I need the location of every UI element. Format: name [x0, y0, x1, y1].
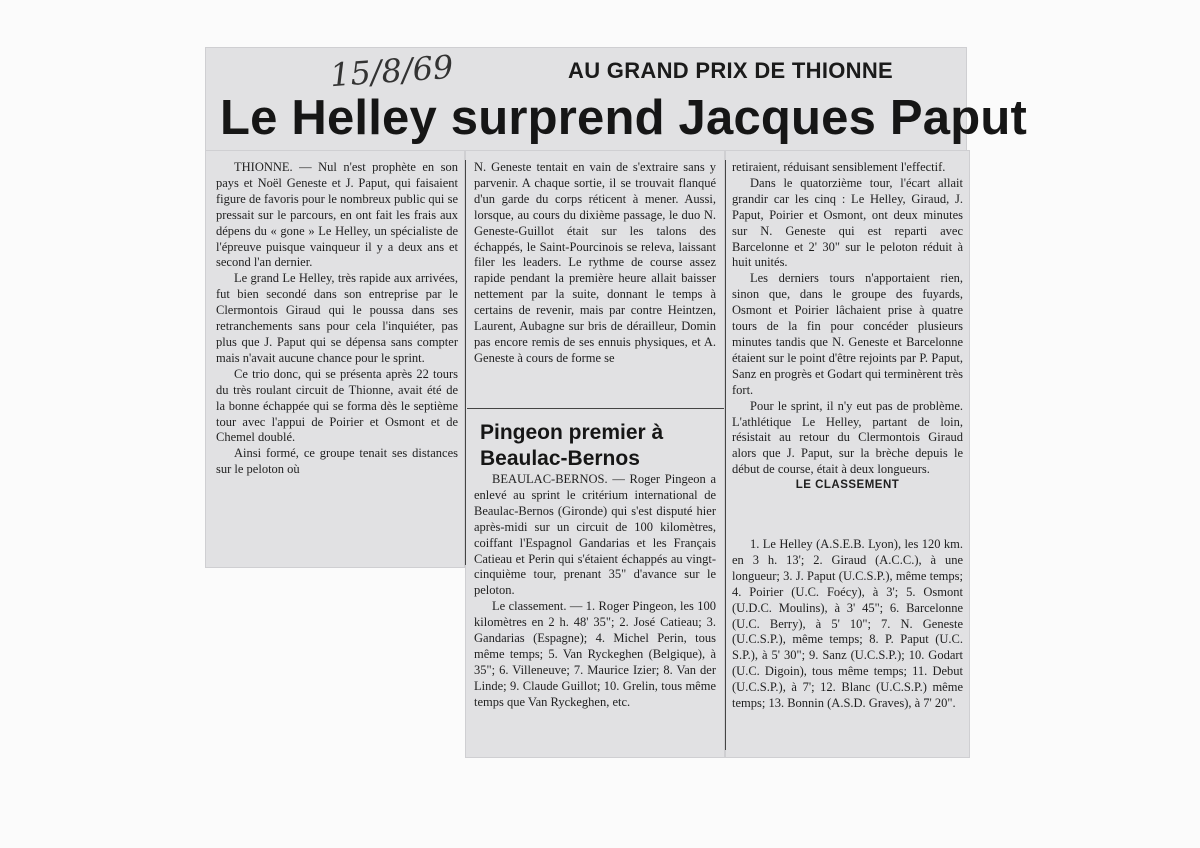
article-column-3	[732, 160, 963, 494]
article-column-2	[474, 160, 716, 367]
article-column-1	[216, 160, 458, 478]
paragraph: 1. Le Helley (A.S.E.B. Lyon), les 120 km. en 3 h. 13'; 2. Giraud (A.C.C.), à une longueur; 3. J. Paput (U.C.S.P.), même temps; 4. Poirier (U.C. Foécy), à 3'; 5. Osmont (U.D.C. Moulins), à 3' 45"; 6. Barcelonne (U.C. Berry), à 5' 10"; 7. N. Geneste (U.C.S.P.), même temps; 8. P. Paput (U.C. S.P.), à 5' 30"; 9. Sanz (U.C.S.P.); 10. Godart (U.C. Digoin), tous même temps; 11. Debut (U.C.S.P.), à 7'; 12. Blanc (U.C.S.P.) même temps; 13. Bonnin (A.S.D. Graves), à 7' 20".	[732, 537, 963, 711]
subarticle-headline: Pingeon premier à Beaulac-Bernos	[480, 421, 664, 470]
kicker-heading: AU GRAND PRIX DE THIONNE	[568, 58, 893, 83]
paragraph: Le classement. — 1. Roger Pingeon, les 100 kilomètres en 2 h. 48' 35"; 2. José Catieau; 3. Gandarias (Espagne); 4. Michel Perin, tous même temps; 5. Van Ryckeghen (Belgique), à 35"; 6. Villeneuve; 7. Maurice Izier; 8. Van der Linde; 9. Claude Guillot; 10. Grelin, tous même temps que Van Ryckeghen, etc.	[474, 599, 716, 709]
paragraph: Le grand Le Helley, très rapide aux arrivées, fut bien secondé dans son entreprise par le Clermontois Giraud qui le poussa dans ses retranchements sans pour cela l'inquiéter, pas plus que J. Paput qui se dépensa sans compter mais n'avait aucune chance pour le sprint.	[216, 271, 458, 365]
column-rule-left	[465, 160, 466, 565]
subarticle-column	[474, 472, 716, 711]
classement-results	[732, 537, 963, 712]
paragraph: Ce trio donc, qui se présenta après 22 tours du très roulant circuit de Thionne, avait été de la bonne échappée qui se forma dès le septième tour avec l'appui de Poirier et Osmont et de Chemel doublé.	[216, 366, 458, 445]
paragraph: THIONNE. — Nul n'est prophète en son pays et Noël Geneste et J. Paput, qui faisaient figure de favoris pour le nombreux public qui se pressait sur le parcours, en ont fait les frais aux dépens du « gone » Le Helley, un spécialiste de l'épreuve puisque vainqueur il y a deux ans et second l'an dernier.	[216, 160, 458, 270]
classement-heading: LE CLASSEMENT	[795, 479, 900, 492]
paragraph: Dans le quatorzième tour, l'écart allait grandir car les cinq : Le Helley, Giraud, J. Paput, Poirier et Osmont, ont deux minutes sur N. Geneste qui est reparti avec Barcelonne et 2' 30" sur le peloton réduit à huit unités.	[732, 175, 963, 270]
paragraph: BEAULAC-BERNOS. — Roger Pingeon a enlevé au sprint le critérium international de Beaulac-Bernos (Gironde) qui s'est disputé hier après-midi sur un circuit de 100 kilomètres, coiffant l'Espagnol Gandarias et les Français Catieau et Perin qui s'étaient échappés au vingt-cinquième tour, prenant 35" d'avance sur le peloton.	[474, 472, 716, 598]
subarticle-rule	[467, 408, 724, 409]
paragraph: retiraient, réduisant sensiblement l'effectif.	[732, 160, 946, 174]
paragraph: Ainsi formé, ce groupe tenait ses distances sur le peloton où	[216, 446, 458, 477]
paragraph: N. Geneste tentait en vain de s'extraire sans y parvenir. A chaque sortie, il se trouvait flanqué d'un garde du corps réticent à mener. Aussi, lorsque, au cours du dixième passage, le duo N. Geneste-Guillot était sur les talons des échappés, le Saint-Pourcinois se releva, laissant filer les leaders. Le rythme de course assez rapide pendant la première heure allait baisser nettement par la suite, donnant le temps à certains de revenir, mais par contre Heintzen, Laurent, Aubagne sur bris de dérailleur, Domin pas encore remis de ses ennuis physiques, et A. Geneste à cours de forme se	[474, 160, 716, 365]
paragraph: Pour le sprint, il n'y eut pas de problème. L'athlétique Le Helley, partant de loin, résistait au retour du Clermontois Giraud alors que J. Paput, sur la brèche depuis le début de course, était à deux longueurs.	[732, 398, 963, 477]
handwritten-date: 15/8/69	[328, 47, 455, 95]
column-rule-right	[725, 160, 726, 750]
article-headline: Le Helley surprend Jacques Paput	[220, 91, 1028, 145]
paragraph: Les derniers tours n'apportaient rien, sinon que, dans le groupe des fuyards, Osmont et Poirier lâchaient prise à quatre tours de la fin pour concéder plusieurs minutes tandis que N. Geneste et Barcelonne étaient sur le point d'être rejoints par P. Paput, Sanz en progrès et Godart qui terminèrent très fort.	[732, 271, 963, 397]
